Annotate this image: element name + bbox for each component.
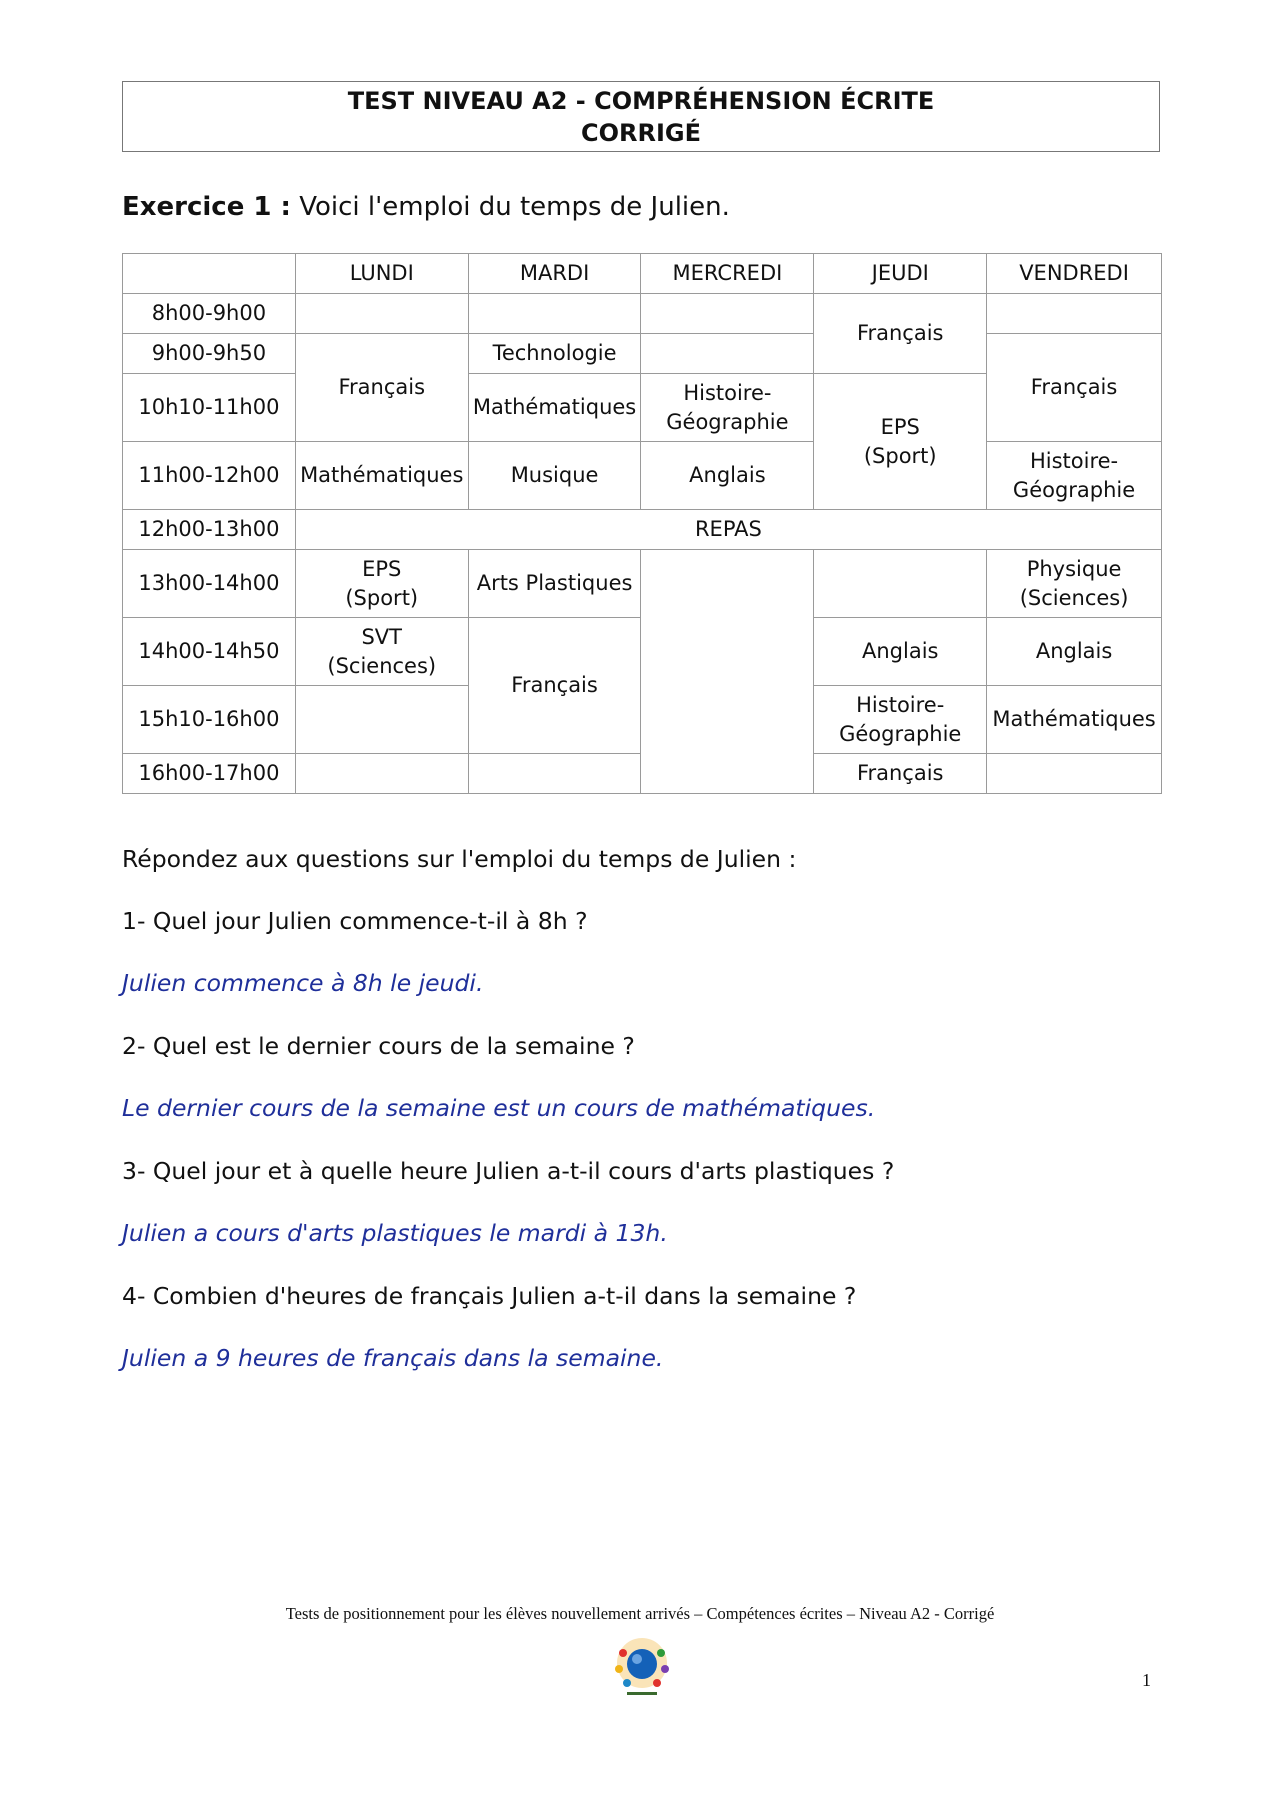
empty-cell: [295, 754, 468, 794]
schedule-table: [122, 253, 1162, 794]
exercise-heading: [122, 190, 730, 224]
time-cell: 14h00-14h50: [123, 618, 296, 686]
empty-cell: [987, 754, 1162, 794]
course-cell: Arts Plastiques: [468, 550, 641, 618]
empty-cell: [295, 686, 468, 754]
title-line-1: TEST NIVEAU A2 - COMPRÉHENSION ÉCRITE: [347, 87, 935, 115]
course-cell: [814, 686, 987, 754]
course-line: (Sciences): [327, 653, 437, 678]
table-row: [123, 334, 1162, 374]
course-line: Histoire-: [683, 380, 772, 405]
course-cell: Français: [295, 334, 468, 442]
footer-text: Tests de positionnement pour les élèves nouvellement arrivés – Compétences écrites – Niveau A2 - Corrigé: [285, 1604, 995, 1623]
table-header-row: [123, 254, 1162, 294]
time-cell: 11h00-12h00: [123, 442, 296, 510]
question-4: 4- Combien d'heures de français Julien a-t-il dans la semaine ?: [122, 1282, 857, 1310]
table-row: [123, 294, 1162, 334]
day-header: LUNDI: [295, 254, 468, 294]
time-cell: 13h00-14h00: [123, 550, 296, 618]
exercise-label: Exercice 1 :: [122, 192, 291, 222]
day-header: JEUDI: [814, 254, 987, 294]
empty-cell: [641, 550, 814, 794]
course-cell: Mathématiques: [468, 374, 641, 442]
time-cell: 16h00-17h00: [123, 754, 296, 794]
time-cell: 12h00-13h00: [123, 510, 296, 550]
course-cell: Français: [987, 334, 1162, 442]
title-line-2: CORRIGÉ: [581, 119, 701, 147]
question-3: 3- Quel jour et à quelle heure Julien a-t-il cours d'arts plastiques ?: [122, 1157, 895, 1185]
day-header: VENDREDI: [987, 254, 1162, 294]
exercise-text: Voici l'emploi du temps de Julien.: [299, 192, 730, 222]
course-line: (Sport): [345, 585, 419, 610]
corner-cell: [123, 254, 296, 294]
course-line: Géographie: [1012, 477, 1136, 502]
time-cell: 10h10-11h00: [123, 374, 296, 442]
course-line: EPS: [880, 414, 920, 439]
course-cell: Français: [814, 294, 987, 374]
time-cell: 15h10-16h00: [123, 686, 296, 754]
course-line: Physique: [1026, 556, 1122, 581]
course-cell: [641, 374, 814, 442]
course-cell: Mathématiques: [295, 442, 468, 510]
course-line: Géographie: [666, 409, 789, 434]
empty-cell: [295, 294, 468, 334]
course-cell: [987, 550, 1162, 618]
empty-cell: [468, 754, 641, 794]
answer-4: Julien a 9 heures de français dans la semaine.: [122, 1344, 664, 1372]
answer-3: Julien a cours d'arts plastiques le mardi à 13h.: [122, 1219, 668, 1247]
answer-2: Le dernier cours de la semaine est un cours de mathématiques.: [122, 1094, 876, 1122]
course-line: SVT: [361, 624, 402, 649]
course-cell: Mathématiques: [987, 686, 1162, 754]
page-number: 1: [1142, 1670, 1151, 1690]
course-cell: Musique: [468, 442, 641, 510]
course-cell: Français: [814, 754, 987, 794]
course-line: (Sport): [863, 443, 937, 468]
course-cell: Technologie: [468, 334, 641, 374]
time-cell: 9h00-9h50: [123, 334, 296, 374]
course-cell: [295, 618, 468, 686]
course-cell: [987, 442, 1162, 510]
course-cell: Anglais: [814, 618, 987, 686]
day-header: MERCREDI: [641, 254, 814, 294]
table-row: [123, 550, 1162, 618]
course-cell: [295, 550, 468, 618]
answer-1: Julien commence à 8h le jeudi.: [122, 969, 484, 997]
course-cell: [814, 374, 987, 510]
empty-cell: [641, 334, 814, 374]
course-line: Histoire-: [856, 692, 945, 717]
course-cell: Anglais: [987, 618, 1162, 686]
empty-cell: [641, 294, 814, 334]
course-line: (Sciences): [1019, 585, 1129, 610]
lunch-cell: REPAS: [295, 510, 1161, 550]
table-row: [123, 442, 1162, 510]
question-1: 1- Quel jour Julien commence-t-il à 8h ?: [122, 907, 588, 935]
day-header: MARDI: [468, 254, 641, 294]
course-line: Histoire-: [1029, 448, 1119, 473]
time-cell: 8h00-9h00: [123, 294, 296, 334]
title-box: [122, 81, 1160, 152]
globe-people-logo: [609, 1633, 675, 1699]
course-cell: Anglais: [641, 442, 814, 510]
question-2: 2- Quel est le dernier cours de la semaine ?: [122, 1032, 635, 1060]
course-line: EPS: [362, 556, 402, 581]
empty-cell: [814, 550, 987, 618]
course-cell: Français: [468, 618, 641, 754]
instructions: Répondez aux questions sur l'emploi du temps de Julien :: [122, 845, 797, 873]
empty-cell: [987, 294, 1162, 334]
course-line: Géographie: [839, 721, 962, 746]
empty-cell: [468, 294, 641, 334]
table-row: [123, 510, 1162, 550]
